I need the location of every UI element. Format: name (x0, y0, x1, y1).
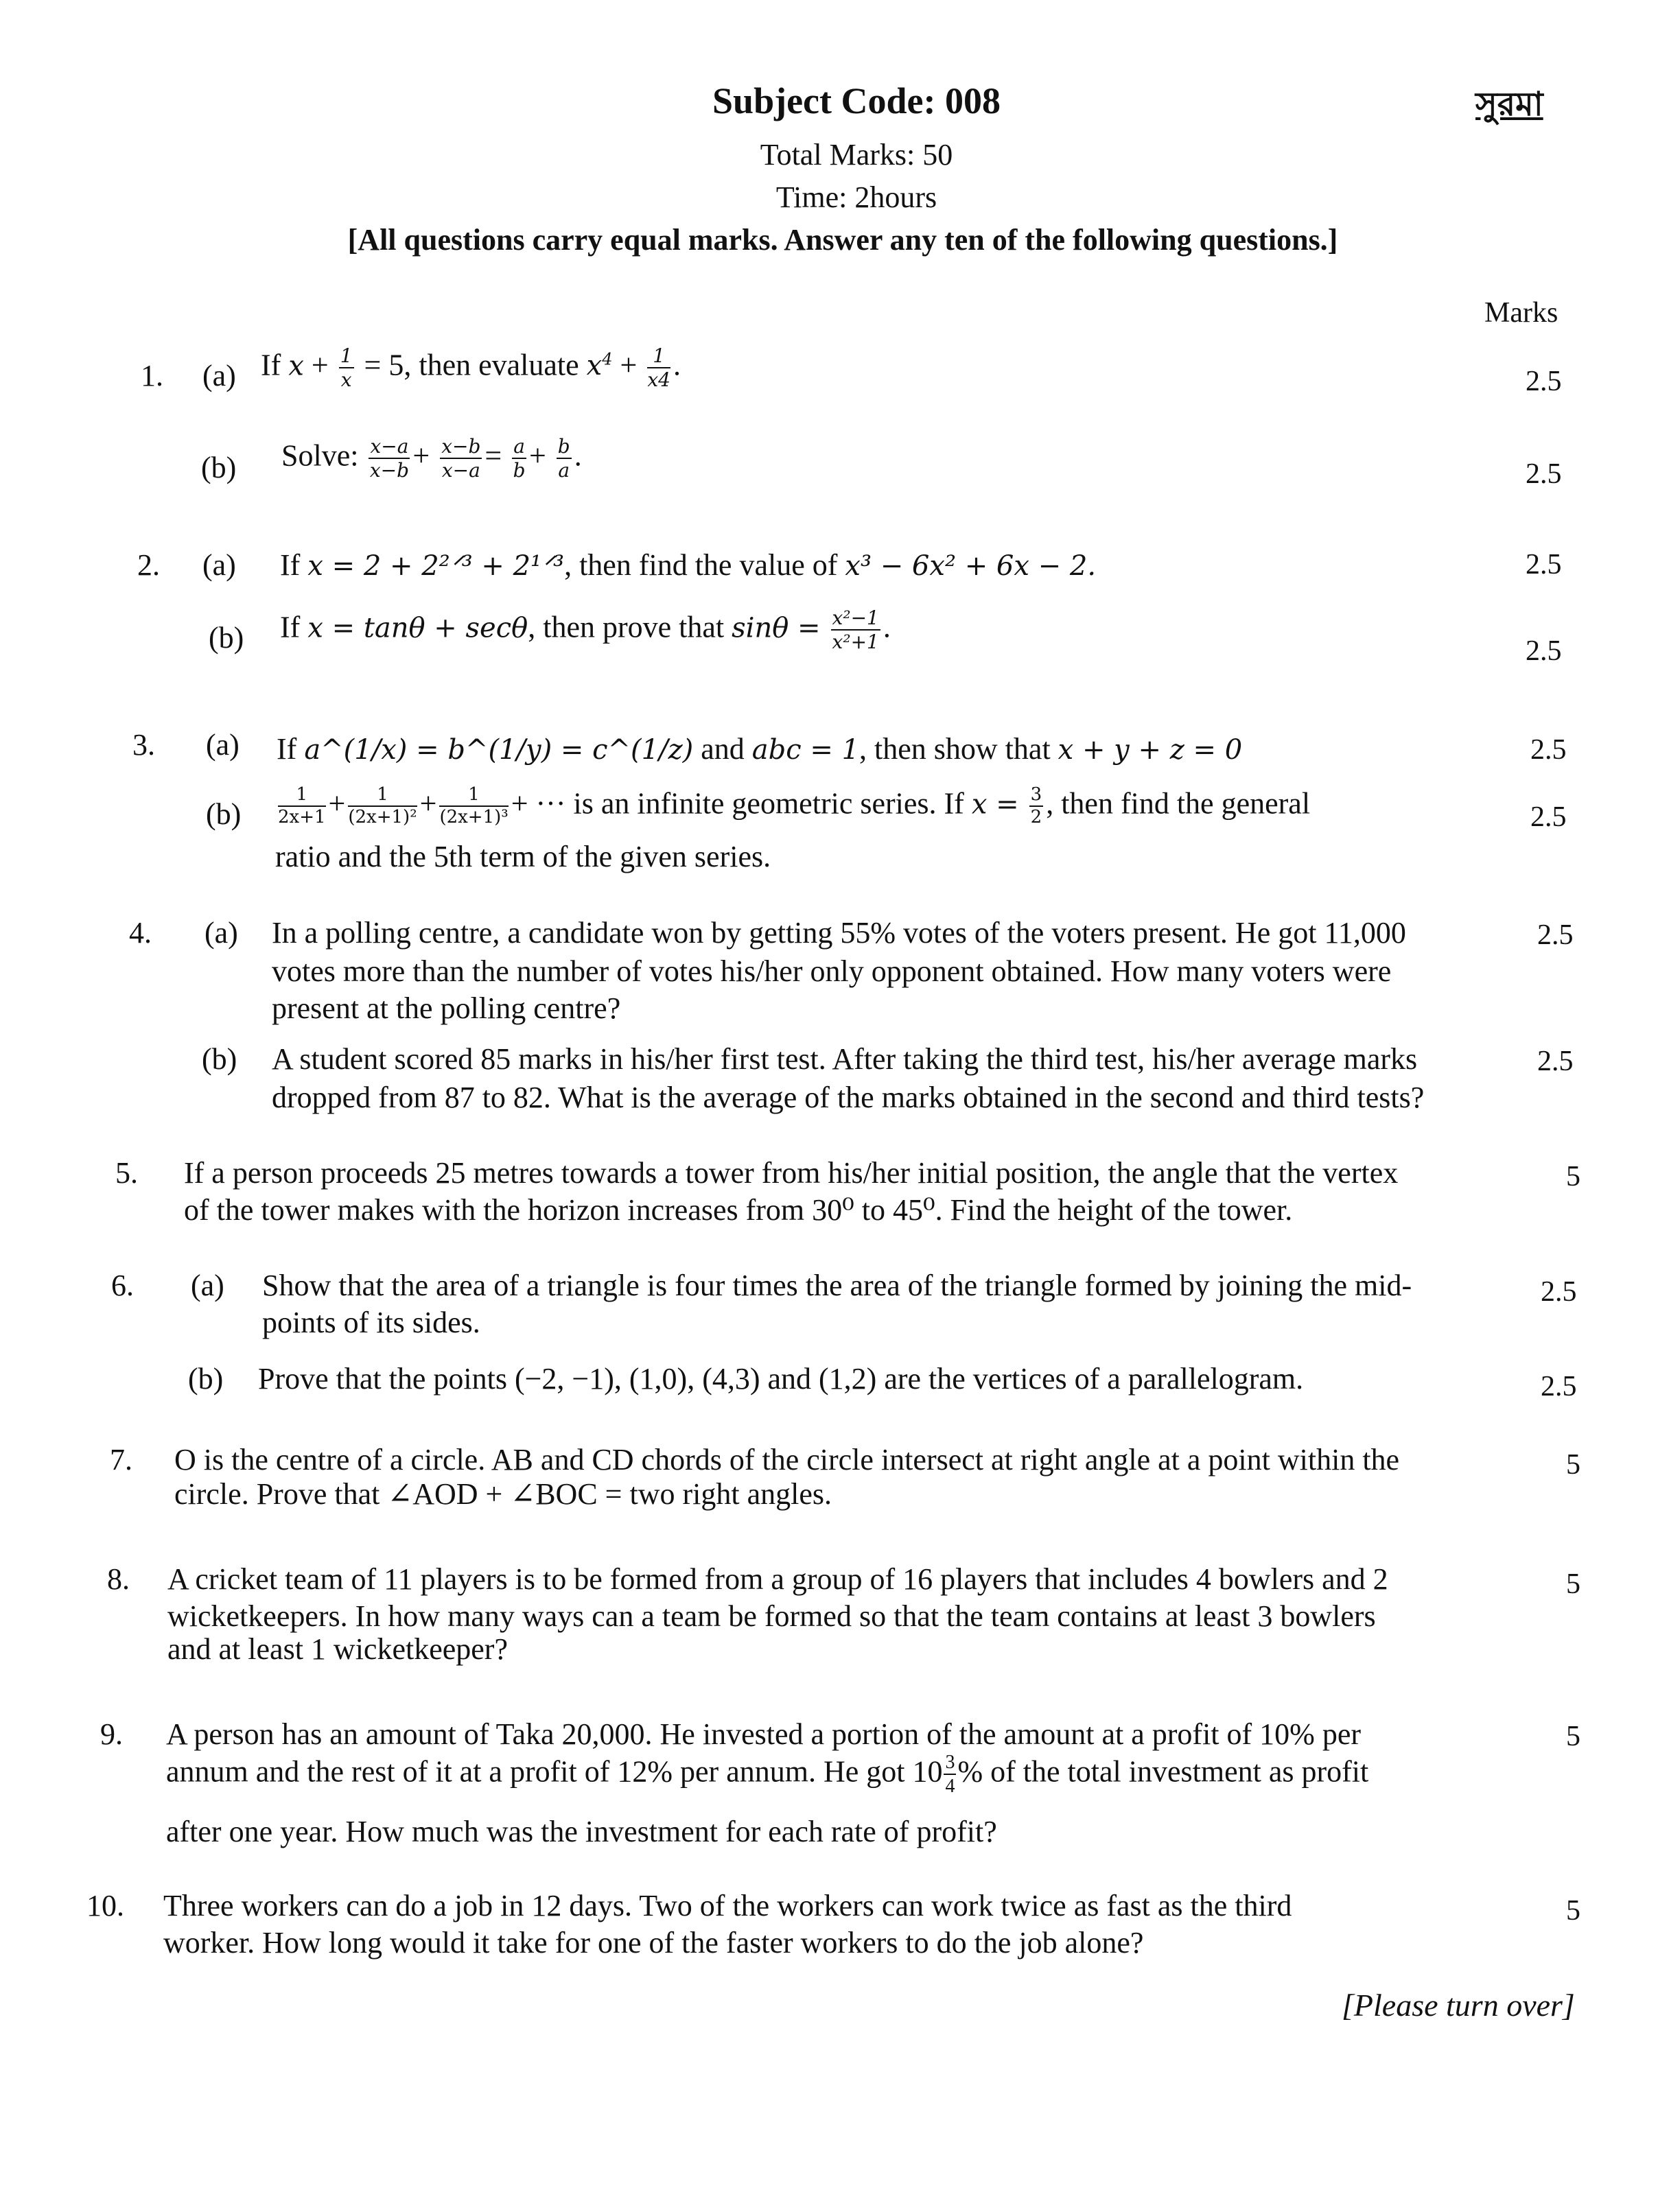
question-text: If (261, 348, 281, 382)
question-text: A person has an amount of Taka 20,000. He invested a portion of the amount at a profit of 10% per (166, 1717, 1362, 1751)
question-number: 6. (111, 1269, 134, 1302)
question-number: 9. (100, 1717, 123, 1751)
question-text: wicketkeepers. In how many ways can a team be formed so that the team contains at least 3 bowlers (167, 1599, 1376, 1633)
marks-value: 2.5 (1541, 1371, 1577, 1402)
instructions: [All questions carry equal marks. Answer any ten of the following questions.] (347, 223, 1338, 257)
question-text: worker. How long would it take for one of the faster workers to do the job alone? (163, 1926, 1144, 1960)
question-text: = 5, then evaluate (364, 348, 579, 382)
marks-value: 2.5 (1526, 366, 1562, 397)
question-number: 7. (110, 1443, 132, 1476)
marks-value: 5 (1566, 1161, 1580, 1192)
marks-value: 2.5 (1541, 1276, 1577, 1308)
subject-code: Subject Code: 008 (712, 80, 1001, 121)
question-text: Show that the area of a triangle is four times the area of the triangle formed by joining the mid- (262, 1269, 1412, 1302)
part-label: (b) (206, 797, 242, 831)
question-number: 4. (129, 916, 152, 950)
question-number: 10. (86, 1889, 124, 1922)
question-9: 9. A person has an amount of Taka 20,000. He invested a portion of the amount at a profit of 10% per annum and the rest of it at a profit of 12% per annum. He got 10 $\frac{3}{4}$ % of the total investment as profit after one year. How much was the investment for each rate of profit? (100, 1717, 1369, 1848)
part-label: (a) (202, 359, 236, 392)
marks-value: 5 (1566, 1449, 1580, 1481)
question-text: If a person proceeds 25 metres towards a tower from his/her initial position, the angle that the vertex (184, 1156, 1399, 1190)
question-text: In a polling centre, a candidate won by getting 55% votes of the voters present. He got 11,000 (272, 916, 1406, 950)
part-label: (b) (201, 451, 237, 484)
question-text: Three workers can do a job in 12 days. Two of the workers can work twice as fast as the third (163, 1889, 1292, 1922)
question-8 (107, 1562, 1388, 1666)
question-number: 3. (132, 728, 155, 762)
marks-value: 2.5 (1526, 549, 1562, 580)
question-6a (111, 1269, 1412, 1339)
question-text: A student scored 85 marks in his/her first test. After taking the third test, his/her average marks (272, 1042, 1418, 1076)
marks-value: 2.5 (1526, 458, 1562, 490)
bengali-stamp: সুরমা (1475, 85, 1543, 123)
part-label: (b) (209, 621, 244, 655)
question-text: after one year. How much was the investment for each rate of profit? (166, 1815, 997, 1848)
marks-value: 2.5 (1530, 801, 1567, 833)
question-text: present at the polling centre? (272, 991, 621, 1025)
part-label: (a) (191, 1269, 224, 1302)
question-text: circle. Prove that ∠AOD + ∠BOC = two right angles. (174, 1477, 832, 1511)
question-text: ratio and the 5th term of the given series. (275, 840, 771, 873)
question-text: votes more than the number of votes his/her only opponent obtained. How many voters were (272, 954, 1392, 988)
question-text: points of its sides. (262, 1306, 480, 1339)
part-label: (b) (188, 1362, 224, 1396)
question-5 (115, 1156, 1399, 1227)
question-text: Prove that the points (−2, −1), (1,0), (4,3) and (1,2) are the vertices of a parallelogram. (258, 1362, 1304, 1396)
question-2a: 2. (a) If x = 2 + 2²ᐟ³ + 2¹ᐟ³, then find the value of x³ − 6x² + 6x − 2. (137, 548, 1097, 582)
please-turn-over: [Please turn over] (1342, 1988, 1575, 2023)
question-10 (86, 1889, 1292, 1960)
part-label: (b) (202, 1042, 237, 1076)
question-text: Solve: (281, 438, 359, 473)
marks-value: 5 (1566, 1568, 1580, 1600)
question-text: dropped from 87 to 82. What is the average of the marks obtained in the second and third tests? (272, 1081, 1425, 1114)
marks-value: 2.5 (1537, 1046, 1574, 1077)
question-number: 1. (141, 359, 163, 392)
marks-heading: Marks (1484, 297, 1558, 329)
marks-value: 5 (1566, 1895, 1580, 1927)
part-label: (a) (206, 728, 240, 762)
marks-value: 2.5 (1537, 919, 1574, 951)
question-text: % of the total investment as profit (957, 1754, 1369, 1789)
question-text: of the tower makes with the horizon increases from 30⁰ to 45⁰. Find the height of the tower. (184, 1193, 1293, 1227)
question-number: 2. (137, 548, 160, 582)
question-1a: 1. (a) If x + $\frac{1}{x}$ = 5, then evaluate $x^4$ + $\frac{1}{x4}$ . (141, 344, 681, 392)
part-label: (a) (205, 916, 238, 950)
question-text: O is the centre of a circle. AB and CD chords of the circle intersect at right angle at a point within the (174, 1443, 1400, 1476)
question-4a (129, 916, 1406, 1025)
question-3a: 3. (a) If a^(1/x) = b^(1/y) = c^(1/z) and abc = 1, then show that x + y + z = 0 (132, 728, 1243, 766)
part-label: (a) (202, 548, 236, 582)
marks-value: 2.5 (1526, 635, 1562, 667)
question-text: A cricket team of 11 players is to be formed from a group of 16 players that includes 4 bowlers and 2 (167, 1562, 1388, 1596)
question-number: 5. (115, 1156, 138, 1190)
marks-value: 5 (1566, 1721, 1580, 1752)
question-text: and at least 1 wicketkeeper? (167, 1632, 508, 1666)
question-7 (110, 1443, 1400, 1511)
question-text: annum and the rest of it at a profit of 12% per annum. He got 10 (166, 1754, 943, 1789)
marks-value: 2.5 (1530, 734, 1567, 766)
total-marks: Total Marks: 50 (760, 138, 953, 172)
question-number: 8. (107, 1562, 130, 1596)
exam-time: Time: 2hours (775, 180, 937, 214)
